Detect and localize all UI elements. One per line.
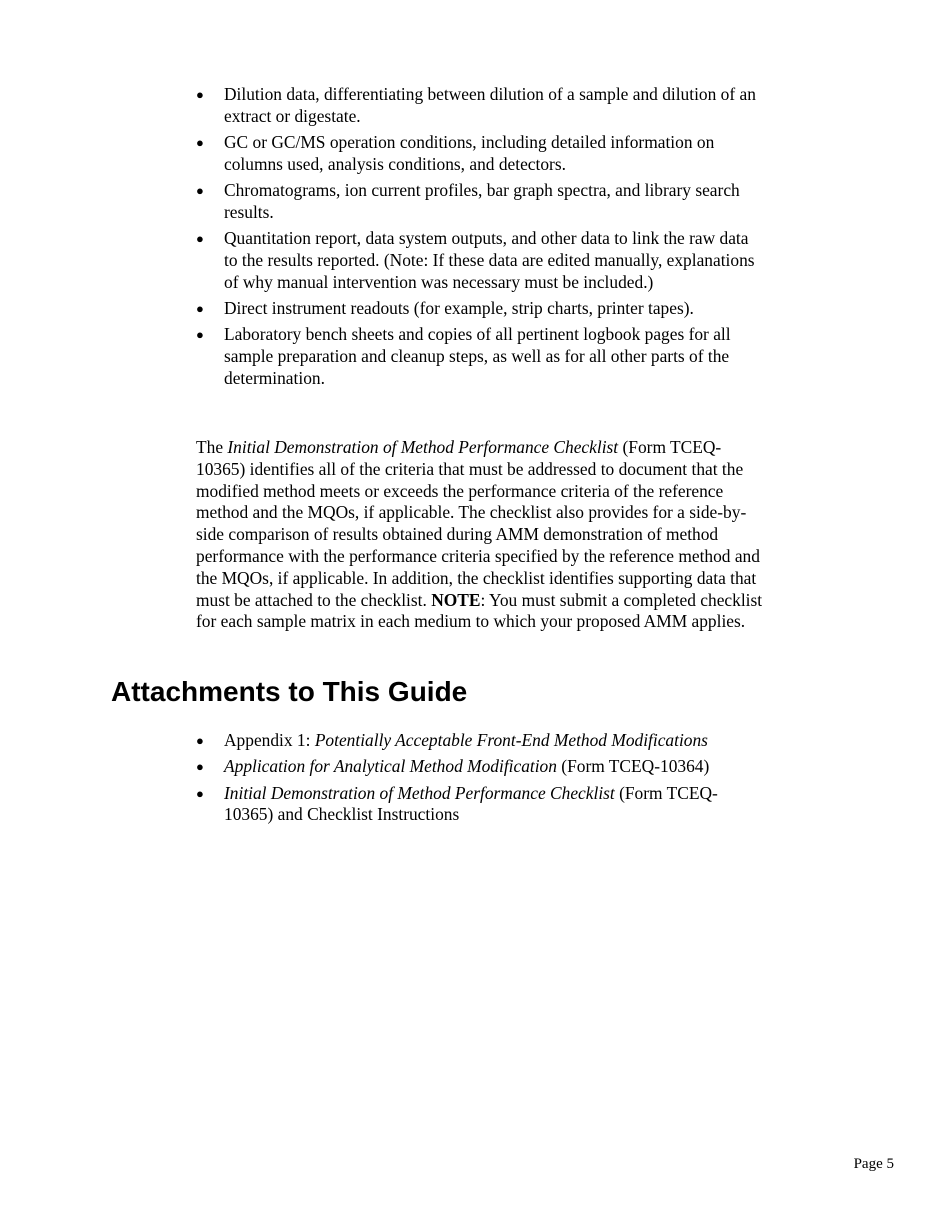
list-item	[196, 84, 766, 128]
requirements-list	[196, 84, 766, 394]
list-item-text: Dilution data, differentiating between dilution of a sample and dilution of an extract or digestate.	[224, 84, 756, 126]
checklist-paragraph	[196, 437, 766, 633]
bullet-icon: ●	[196, 135, 204, 151]
attachment-prefix: Appendix 1:	[224, 730, 315, 750]
bullet-icon: ●	[196, 231, 204, 247]
attachments-list	[196, 730, 766, 831]
attachment-title: Initial Demonstration of Method Performance Checklist	[224, 782, 615, 803]
list-item-text: Quantitation report, data system outputs, and other data to link the raw data to the results reported. (Note: If these data are edited manually, explanations of why manual intervention was necessary must be included.)	[224, 228, 755, 292]
page-number: Page 5	[853, 1156, 894, 1172]
list-item	[196, 324, 766, 389]
list-item	[196, 298, 766, 320]
attachment-title: Potentially Acceptable Front-End Method Modifications	[314, 730, 708, 750]
attachment-suffix: (Form TCEQ-10365) and Checklist Instructions	[224, 782, 718, 825]
note-label: NOTE	[431, 589, 481, 610]
section-heading: Attachments to This Guide	[111, 676, 468, 707]
bullet-icon: ●	[196, 733, 204, 748]
attachment-suffix: (Form TCEQ-10364)	[556, 756, 710, 777]
bullet-icon: ●	[196, 87, 204, 102]
list-item-text: GC or GC/MS operation conditions, including detailed information on columns used, analysis conditions, and detectors.	[224, 132, 715, 174]
list-item	[196, 228, 766, 293]
list-item-text: Laboratory bench sheets and copies of all pertinent logbook pages for all sample preparation and cleanup steps, as well as for all other parts of the determination.	[224, 324, 731, 389]
list-item	[196, 783, 766, 827]
list-item-text: Direct instrument readouts (for example, strip charts, printer tapes).	[224, 298, 694, 319]
attachment-title: Application for Analytical Method Modification	[224, 756, 557, 777]
paragraph-note: : You must submit a completed checklist for each sample matrix in each medium to which your proposed AMM applies.	[196, 589, 763, 632]
bullet-icon: ●	[196, 301, 204, 317]
bullet-icon: ●	[196, 759, 204, 775]
list-item	[196, 132, 766, 176]
list-item	[196, 180, 766, 224]
paragraph-body: (Form TCEQ-10365) identifies all of the criteria that must be addressed to document that the modified method meets or exceeds the performance criteria of the reference method and the MQOs, if applicable. The checklist also provides for a side-by-side comparison of results obtained during AMM demonstration of method performance with the performance criteria specified by the reference method and the MQOs, if applicable. In addition, the checklist identifies supporting data that must be attached to the checklist.	[196, 437, 760, 610]
bullet-icon: ●	[196, 183, 204, 199]
list-item	[196, 730, 766, 752]
paragraph-lead: The	[196, 437, 228, 457]
bullet-icon: ●	[196, 327, 204, 343]
checklist-title: Initial Demonstration of Method Performance Checklist	[227, 437, 619, 457]
list-item-text: Chromatograms, ion current profiles, bar graph spectra, and library search results.	[224, 180, 740, 222]
list-item	[196, 756, 766, 778]
bullet-icon: ●	[196, 785, 204, 801]
